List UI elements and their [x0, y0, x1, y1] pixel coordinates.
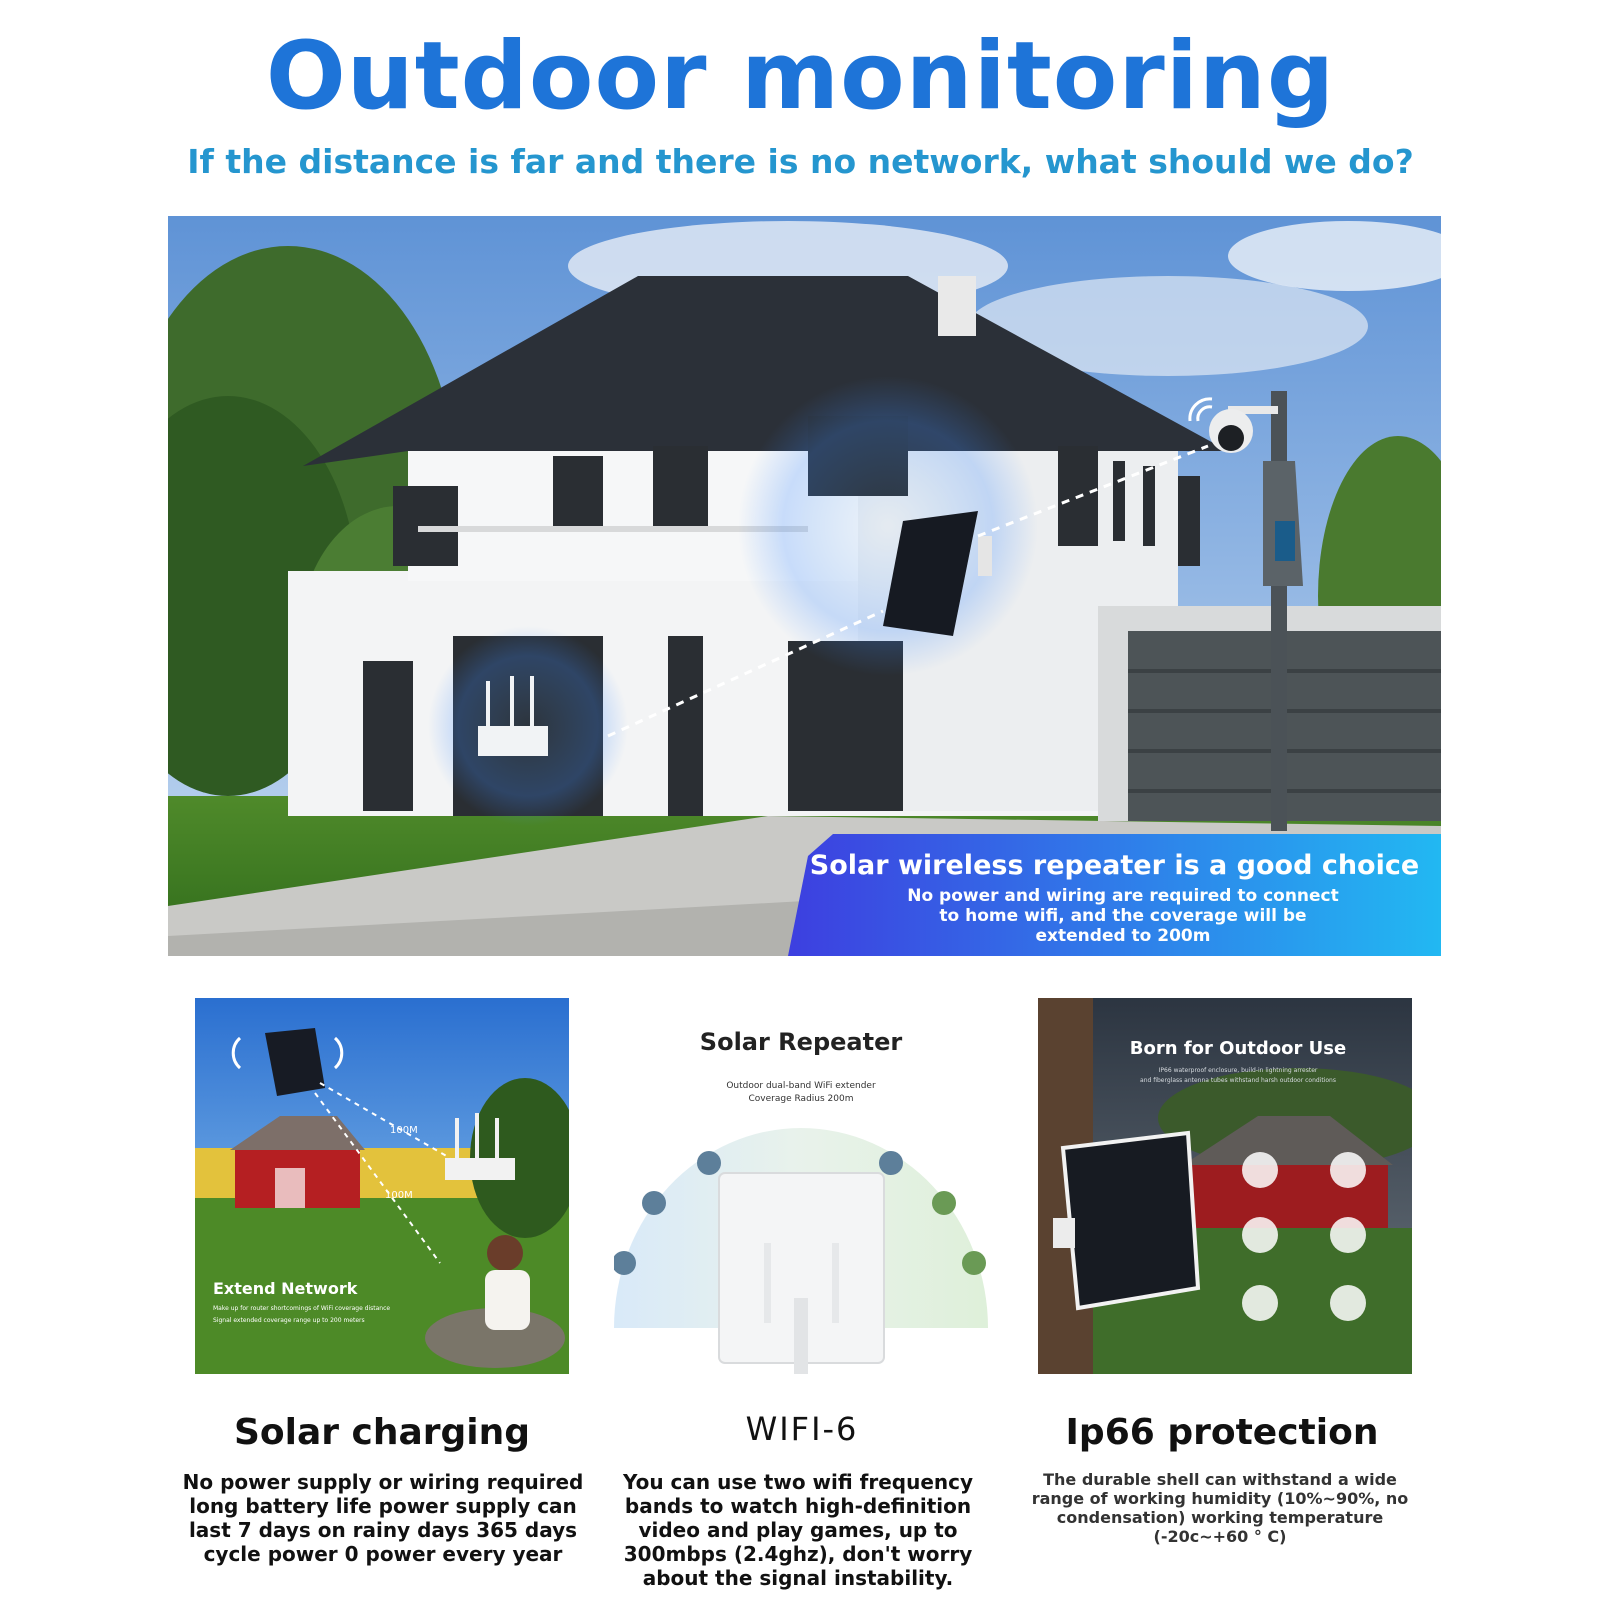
hero-image — [168, 216, 1441, 956]
repeater-graphic — [614, 998, 988, 1374]
farm-scene — [195, 998, 569, 1374]
sun-icon — [1242, 1152, 1278, 1188]
rain-farm-scene — [1038, 998, 1412, 1374]
banner-title: Solar wireless repeater is a good choice — [809, 850, 1420, 881]
panel2-caption-2: Coverage Radius 200m — [748, 1094, 854, 1104]
thunder-icon — [1330, 1217, 1366, 1253]
panel3-heading: Born for Outdoor Use — [1129, 1038, 1347, 1059]
snow-icon — [1242, 1217, 1278, 1253]
rain-icon — [1330, 1152, 1366, 1188]
feature-title-solar: Solar charging — [233, 1412, 531, 1453]
panel2-caption-1: Outdoor dual-band WiFi extender — [726, 1081, 876, 1091]
home-icon — [932, 1191, 956, 1215]
hero-banner — [788, 834, 1441, 956]
distance-label-2: 100M — [385, 1190, 413, 1201]
panel3-caption-2: and fiberglass antenna tubes withstand harsh outdoor conditions — [1140, 1077, 1336, 1084]
game-icon — [697, 1151, 721, 1175]
bulb-icon — [962, 1251, 986, 1275]
panel-outdoor-use — [1038, 998, 1412, 1374]
banner-text: No power and wiring are required to connect to home wifi, and the coverage will be extended to 200m — [907, 886, 1339, 946]
panel-extend-network — [195, 998, 569, 1374]
page-subtitle: If the distance is far and there is no network, what should we do? — [187, 142, 1414, 181]
panel3-caption-1: IP66 waterproof enclosure, build-in lightning arrester — [1158, 1067, 1318, 1074]
feature-title-ip66: Ip66 protection — [1065, 1412, 1379, 1453]
feature-desc-solar: No power supply or wiring required long battery life power supply can last 7 days on rainy days 365 days cycle power 0 power every year — [182, 1470, 584, 1566]
page-title: Outdoor monitoring — [265, 22, 1336, 131]
panel1-heading: Extend Network — [213, 1279, 358, 1298]
feature-desc-ip66: The durable shell can withstand a wide range of working humidity (10%~90%, no condensation) working temperature (-20c~+60 ° C) — [1031, 1470, 1409, 1546]
camera-icon — [879, 1151, 903, 1175]
panel2-heading: Solar Repeater — [699, 1028, 903, 1056]
feature-desc-wifi: You can use two wifi frequency bands to watch high-definition video and play games, up to 300mbps (2.4ghz), don't worry about the signal instability. — [622, 1470, 974, 1590]
feature-title-wifi: WIFI-6 — [745, 1410, 859, 1448]
panel-solar-repeater — [614, 998, 988, 1374]
wind-icon — [1242, 1285, 1278, 1321]
distance-label-1: 100M — [390, 1125, 418, 1136]
panel1-caption-2: Signal extended coverage range up to 200 meters — [213, 1317, 365, 1324]
browser-icon — [642, 1191, 666, 1215]
humidity-icon — [1330, 1285, 1366, 1321]
panel1-caption-1: Make up for router shortcomings of WiFi coverage distance — [213, 1305, 391, 1312]
